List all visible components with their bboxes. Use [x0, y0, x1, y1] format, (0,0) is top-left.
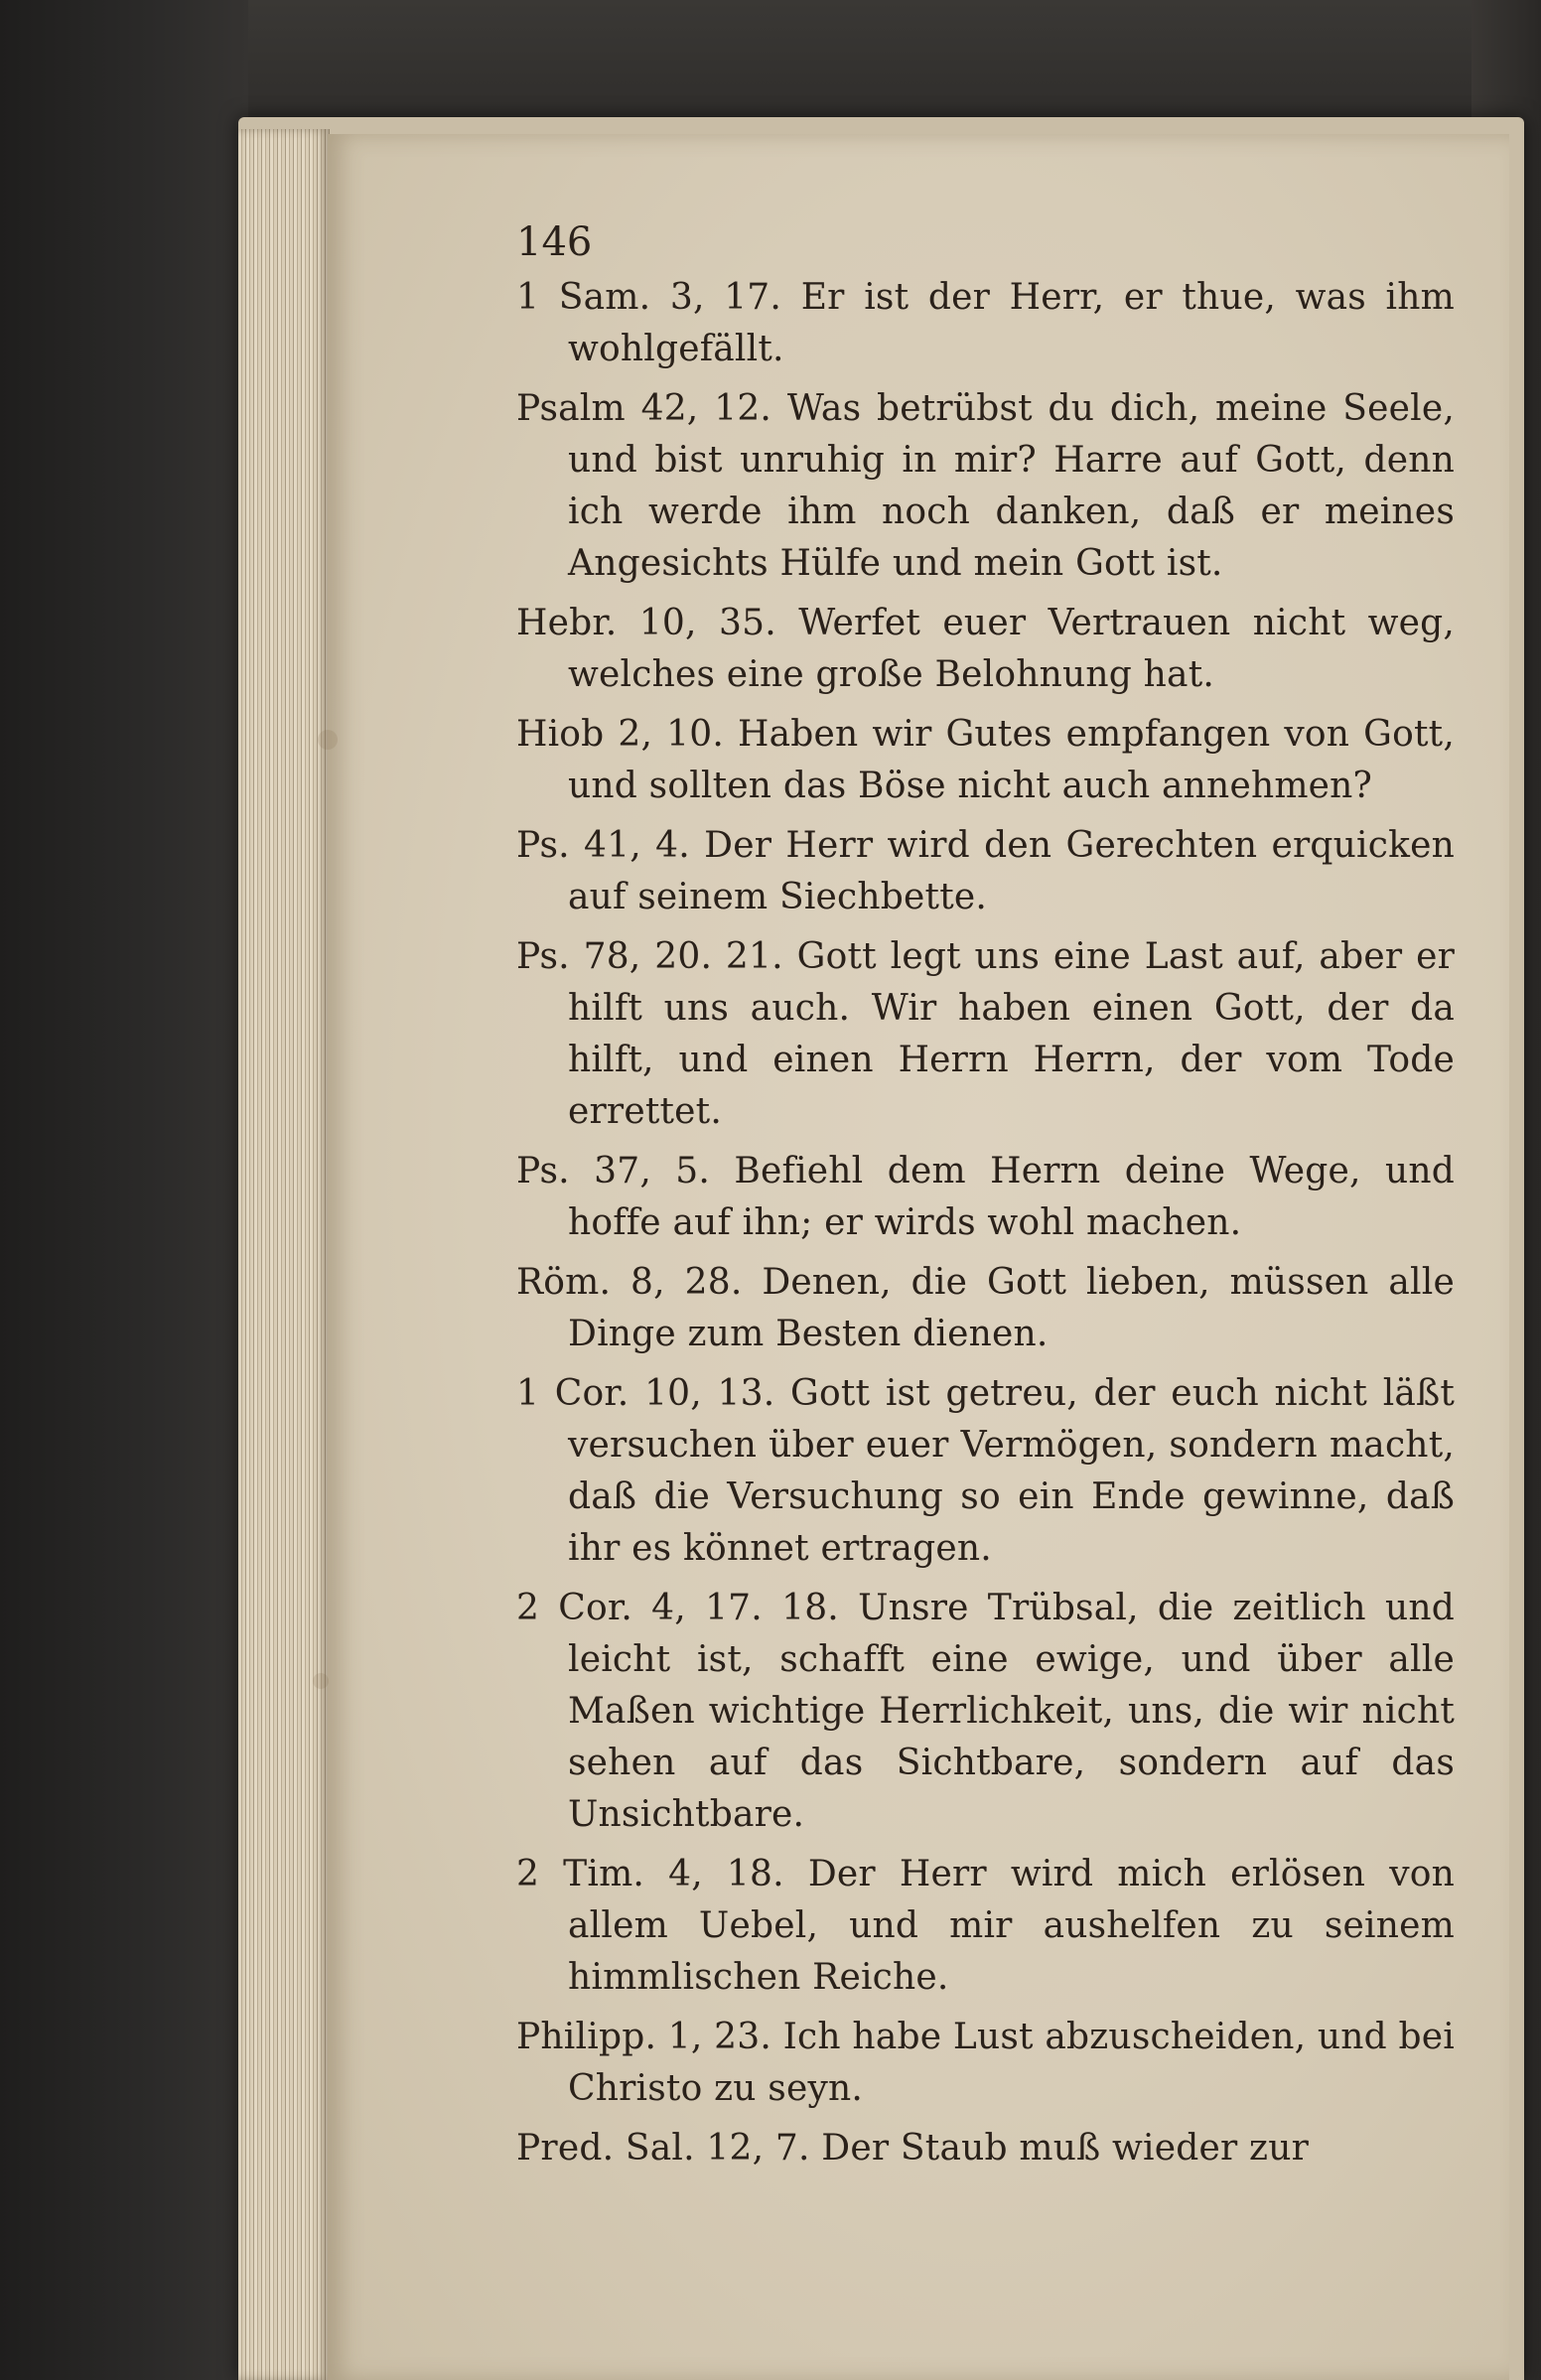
entry-9 [516, 1368, 1455, 1575]
entry-text: Befiehl dem Herrn deine Wege, und hoffe auf ihn; er wirds wohl machen. [568, 1151, 1455, 1243]
entry-reference: 1 Sam. 3, 17. [516, 277, 782, 318]
entry-8 [516, 1257, 1455, 1360]
entry-5 [516, 820, 1455, 923]
entry-reference: Röm. 8, 28. [516, 1262, 743, 1303]
entry-3 [516, 598, 1455, 701]
entry-text: Der Herr wird den Gerechten erquicken auf seinem Siechbette. [568, 825, 1455, 917]
entry-1 [516, 272, 1455, 375]
entry-12 [516, 2012, 1455, 2115]
entry-reference: Psalm 42, 12. [516, 388, 772, 429]
page-number: 146 [516, 219, 593, 265]
backdrop-left [0, 0, 248, 2380]
entry-reference: 2 Cor. 4, 17. 18. [516, 1588, 839, 1628]
entry-text: Denen, die Gott lieben, müssen alle Dinge zum Besten dienen. [568, 1262, 1455, 1354]
entry-text: Werfet euer Vertrauen nicht weg, welches eine große Belohnung hat. [568, 603, 1456, 695]
page-edges [238, 129, 330, 2380]
entry-text: Gott legt uns eine Last auf, aber er hilft uns auch. Wir haben einen Gott, der da hilft, und einen Herrn Herrn, der vom Tode errettet. [568, 936, 1455, 1132]
entry-reference: 2 Tim. 4, 18. [516, 1854, 784, 1894]
entry-2 [516, 383, 1455, 590]
entry-reference: Hiob 2, 10. [516, 714, 724, 755]
entry-reference: Ps. 41, 4. [516, 825, 690, 866]
entry-reference: Ps. 37, 5. [516, 1151, 711, 1191]
entry-text: Ich habe Lust abzuscheiden, und bei Christo zu seyn. [568, 2017, 1455, 2109]
entry-reference: 1 Cor. 10, 13. [516, 1373, 775, 1414]
entry-text: Gott ist getreu, der euch nicht läßt versuchen über euer Vermögen, sondern macht, daß die Versuchung so ein Ende gewinne, daß ihr es könnet ertragen. [568, 1373, 1455, 1569]
entry-reference: Pred. Sal. 12, 7. [516, 2128, 810, 2169]
entry-13 [516, 2123, 1455, 2174]
entry-6 [516, 931, 1455, 1138]
entry-7 [516, 1146, 1455, 1249]
text-block [516, 218, 1455, 2182]
entry-text: Er ist der Herr, er thue, was ihm wohlgefällt. [568, 277, 1455, 369]
entry-text: Unsre Trübsal, die zeitlich und leicht ist, schafft eine ewige, und über alle Maßen wichtige Herrlichkeit, uns, die wir nicht sehen auf das Sichtbare, sondern auf das Unsichtbare. [568, 1588, 1455, 1835]
entry-reference: Ps. 78, 20. 21. [516, 936, 783, 977]
entry-reference: Hebr. 10, 35. [516, 603, 776, 643]
entry-reference: Philipp. 1, 23. [516, 2017, 771, 2057]
entry-4 [516, 709, 1455, 812]
entry-10 [516, 1583, 1455, 1841]
entry-text: Der Staub muß wieder zur [821, 2128, 1309, 2169]
entry-text: Haben wir Gutes empfangen von Gott, und sollten das Böse nicht auch annehmen? [568, 714, 1455, 806]
entry-text: Der Herr wird mich erlösen von allem Uebel, und mir aushelfen zu seinem himmlischen Reiche. [568, 1854, 1456, 1998]
entry-11 [516, 1849, 1455, 2004]
entry-text: Was betrübst du dich, meine Seele, und bist unruhig in mir? Harre auf Gott, denn ich werde ihm noch danken, daß er meines Angesichts Hülfe und mein Gott ist. [568, 388, 1455, 584]
